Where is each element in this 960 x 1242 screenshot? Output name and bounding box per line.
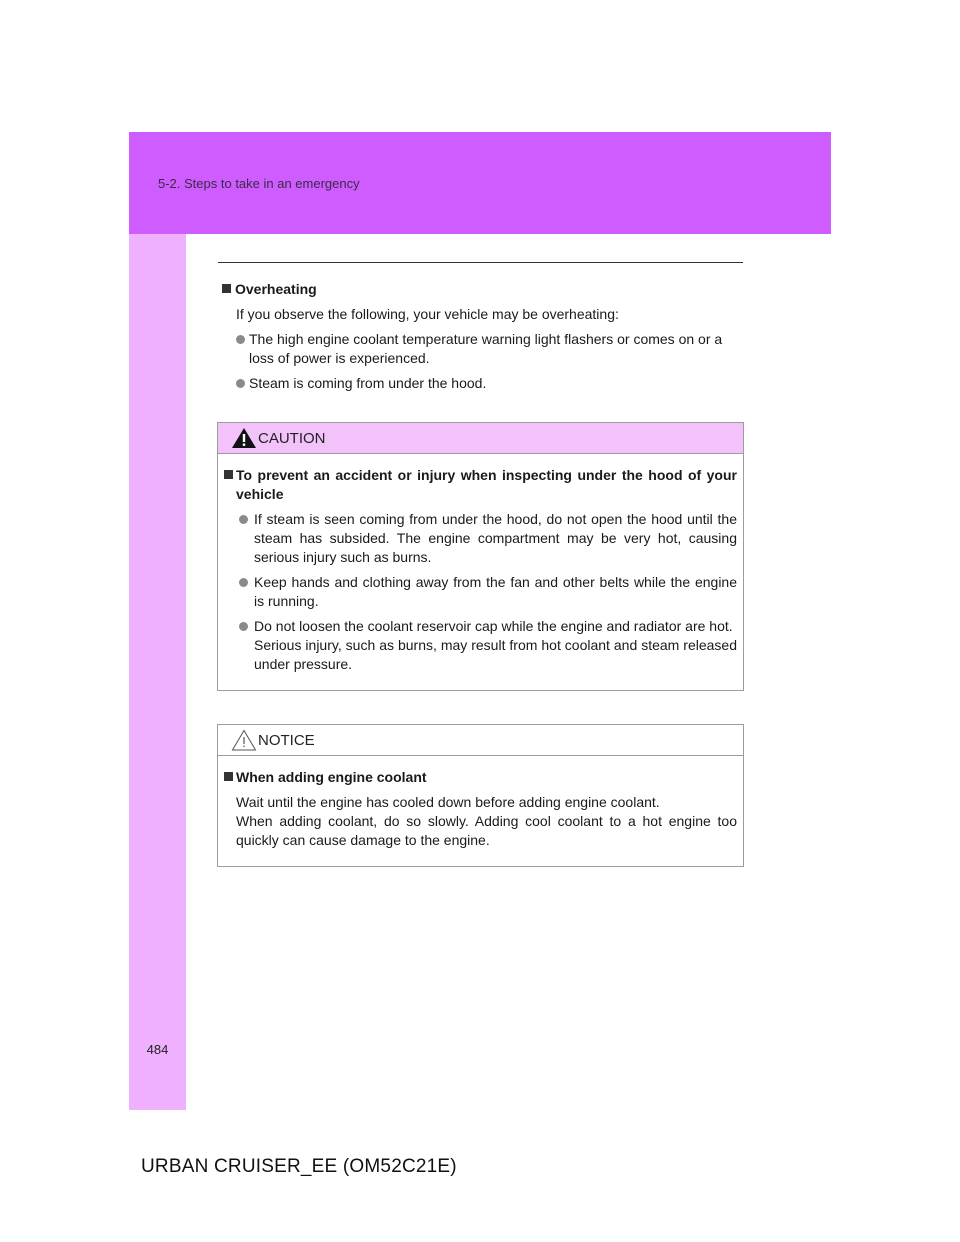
section-title: 5-2. Steps to take in an emergency — [158, 176, 360, 191]
notice-line: Wait until the engine has cooled down before adding engine coolant. — [236, 794, 660, 810]
overheating-intro: If you observe the following, your vehicle may be overheating: — [236, 306, 619, 322]
caution-bullet-text: Do not loosen the coolant reservoir cap while the engine and radiator are hot. — [254, 618, 733, 634]
warning-triangle-icon — [231, 427, 257, 449]
overheating-heading: Overheating — [222, 280, 742, 299]
notice-box — [217, 724, 744, 867]
caution-bullet: Keep hands and clothing away from the fan and other belts while the engine is running. — [224, 573, 737, 611]
overheating-bullet: Steam is coming from under the hood. — [222, 374, 742, 393]
section-divider — [218, 262, 743, 263]
caution-bullet — [224, 617, 737, 674]
caution-bullet-extra: Serious injury, such as burns, may result from hot coolant and steam released under pressure. — [254, 637, 737, 672]
notice-line: When adding coolant, do so slowly. Adding cool coolant to a hot engine too quickly can cause damage to the engine. — [236, 813, 737, 848]
overheating-bullet: The high engine coolant temperature warning light flashers or comes on or a loss of power is experienced. — [222, 330, 742, 368]
notice-title: NOTICE — [258, 732, 315, 749]
notice-body — [218, 756, 743, 866]
caution-header — [218, 423, 743, 454]
caution-heading: To prevent an accident or injury when inspecting under the hood of your vehicle — [224, 466, 737, 504]
notice-heading: When adding engine coolant — [224, 768, 737, 787]
caution-box — [217, 422, 744, 691]
overheating-section — [222, 280, 742, 393]
notice-header — [218, 725, 743, 756]
caution-title: CAUTION — [258, 430, 326, 447]
caution-bullet: If steam is seen coming from under the hood, do not open the hood until the steam has subsided. The engine compartment may be very hot, causing serious injury such as burns. — [224, 510, 737, 567]
side-band — [129, 234, 186, 1110]
manual-code: URBAN CRUISER_EE (OM52C21E) — [141, 1156, 457, 1177]
page-number: 484 — [146, 1042, 169, 1057]
notice-triangle-icon — [231, 729, 257, 751]
caution-body — [218, 454, 743, 690]
